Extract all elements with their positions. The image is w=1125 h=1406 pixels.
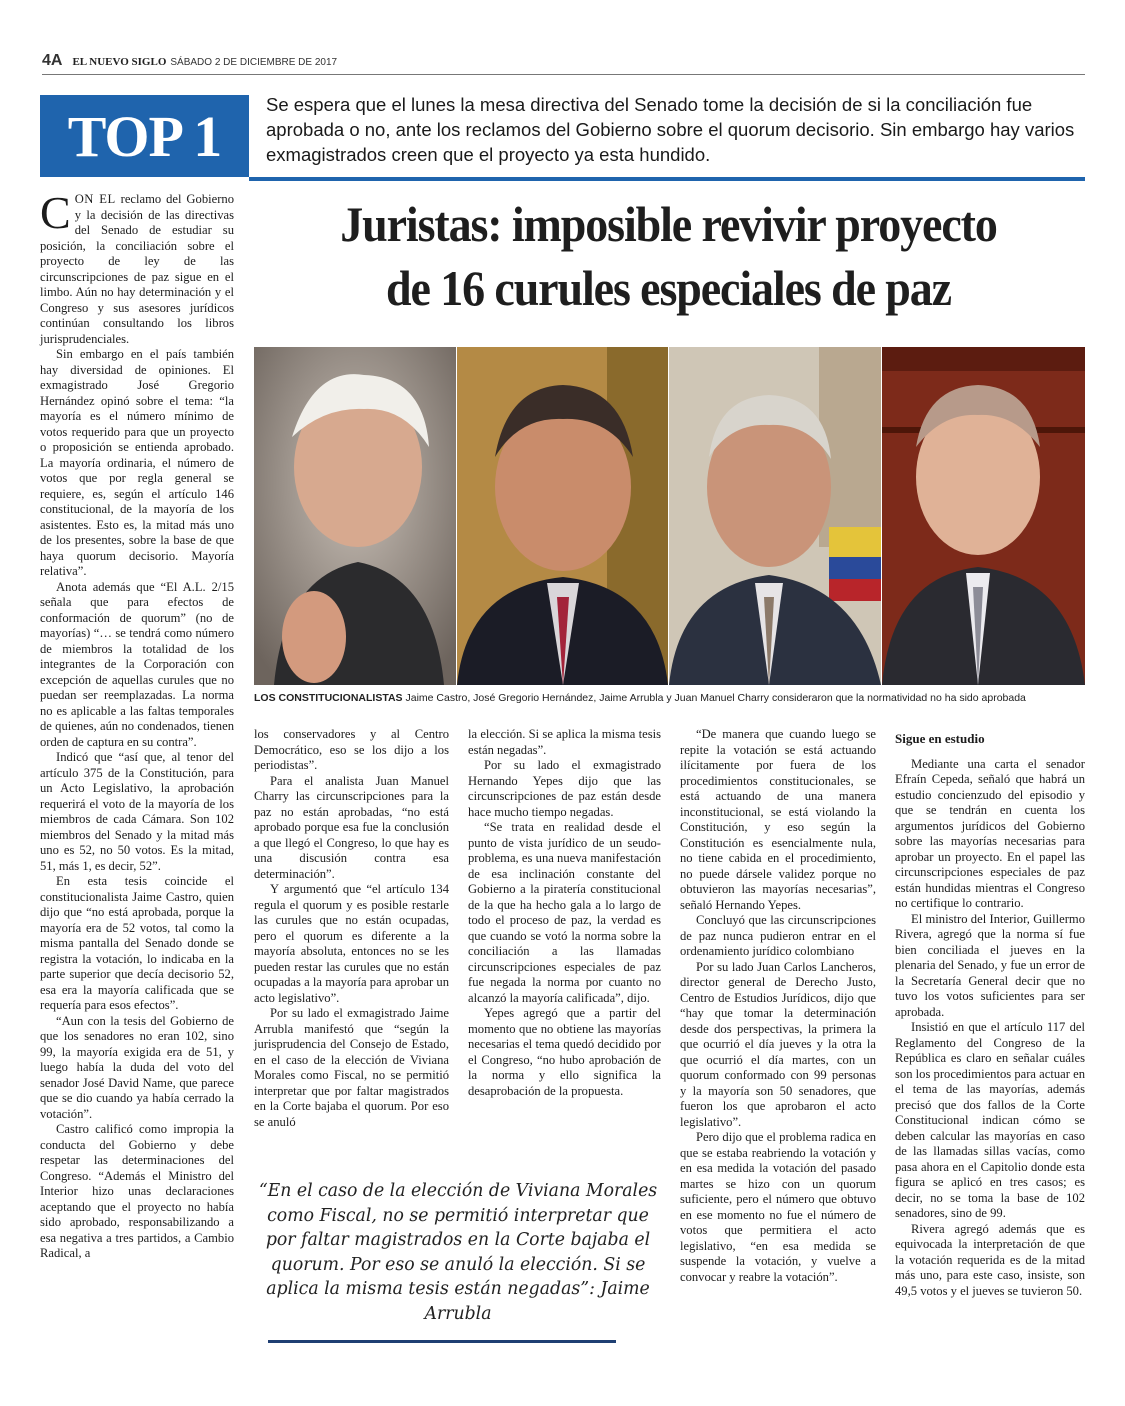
paragraph: Pero dijo que el problema radica en que se estaba reabriendo la votación y en esa medida la votación del pasado martes se hizo con un quorum suficiente, pero el número que obtuvo en ese momento no fue el número de votos que permitiera el acto legislativo, “en esa medida se suspende la votación, y vuelve a convocar y reabre la votación”. xyxy=(680,1130,876,1284)
lead-caps: ON EL xyxy=(74,192,116,206)
article-column-1 xyxy=(40,187,234,1262)
paragraph: Por su lado Juan Carlos Lancheros, director general de Derecho Justo, Centro de Estudios Jurídicos, dijo que “hay que tomar la determinación desde dos perspectivas, la primera la que ocurrió el día jueves y la otra la que ocurrió el día martes, con un quorum conformado con 99 personas y la mayoría son 50 senadores, que fueron los que aprobaron el acto legislativo”. xyxy=(680,959,876,1129)
paragraph: Rivera agregó además que es equivocada la interpretación de que la votación requerida es de la mitad más uno, para este caso, insiste, son 49,5 votos y el jueves se tuvieron 50. xyxy=(895,1221,1085,1298)
paragraph: Para el analista Juan Manuel Charry las circunscripciones para la paz no están aprobadas, “no está aprobado porque esa fue la conclusión a que llegó el Congreso, lo que hay es una discusión contra esa determinación”. xyxy=(254,773,449,881)
paragraph: Sin embargo en el país también hay diversidad de opiniones. El exmagistrado José Gregorio Hernández opinó sobre el tema: “la mayoría es el número mínimo de votos requerido para que un proyecto o proposición se entienda aprobado. La mayoría ordinaria, el número de votos que por regla general se requiere, es, según el artículo 146 constitucional, de la mayoría de los asistentes. Esto es, la mitad más uno de los presentes, sobre la base de que haya quorum decisorio. Mayoría relativa”. xyxy=(40,347,234,578)
photo-jaime-arrubla xyxy=(669,347,881,685)
paragraph: la elección. Si se aplica la misma tesis están negadas”. xyxy=(468,727,661,757)
article-column-5 xyxy=(895,731,1085,1299)
article-column-4 xyxy=(680,727,876,1285)
paragraph: Indicó que “así que, al tenor del artículo 375 de la Constitución, para un Acto Legislativo, la aprobación requerirá el voto de la mayoría de los miembros de cada Cámara. Son 102 miembros del Senado y la mitad más uno es 52, no 50 votos. Es la mitad, 51, más 1, es decir, 52”. xyxy=(40,750,234,873)
drop-cap: C xyxy=(40,187,71,238)
paragraph: Yepes agregó que a partir del momento que no obtiene las mayorías necesarias el tema quedó decidido por el Congreso, “no hubo aprobación de la norma y ello significa la desaprobación de la propuesta. xyxy=(468,1006,661,1098)
paragraph: “De manera que cuando luego se repite la votación se está actuando ilícitamente por fuera de los procedimientos constitucionales, se está actuando de una manera inconstitucional, se está violando la Constitución, y eso según la Constitución es esencialmente nula, no tiene cabida en el procedimiento, no puede dársele validez porque no obtuvieron las mayorías necesarias”, señaló Hernando Yepes. xyxy=(680,727,876,912)
section-badge-label: TOP 1 xyxy=(67,103,222,169)
article-column-2 xyxy=(254,727,449,1130)
paper-name: EL NUEVO SIGLO xyxy=(72,56,167,68)
photo-jose-gregorio-hernandez xyxy=(457,347,668,685)
headline-line-2: de 16 curules especiales de paz xyxy=(386,260,951,316)
paragraph: “Se trata en realidad desde el punto de vista jurídico de un seudo-problema, es una nueva manifestación de esa inclinación constante del Gobierno a la piratería constitucional de la que ha hecho gala a lo largo de todo el proceso de paz, la verdad es que cuando se votó la norma sobre la conciliación a las llamadas circunscripciones especiales de paz fue negada la norma por cuanto no alcanzó la mayoría calificada”, dijo. xyxy=(468,820,661,1005)
paragraph: Anota además que “El A.L. 2/15 señala que para efectos de conformación de quorum” (no de mayorías) “… se tendrá como número de miembros la totalidad de los integrantes de la Corporación con excepción de aquellas curules que no puedan ser reemplazadas. La norma no es aplicable a las faltas temporales de quienes, aún no condenados, tienen orden de captura en su contra”. xyxy=(40,579,234,749)
photo-juan-manuel-charry xyxy=(882,347,1085,685)
paragraph: Por su lado el exmagistrado Hernando Yepes dijo que las circunscripciones de paz están desde hace mucho tiempo negadas. xyxy=(468,758,661,819)
pull-quote-rule xyxy=(268,1340,616,1343)
paragraph: El ministro del Interior, Guillermo Rivera, agregó que la norma sí fue bien conciliada el jueves en la plenaria del Senado, y fue un error de la Secretaría General decir que no tuvo los votos suficientes para ser aprobada. xyxy=(895,911,1085,1019)
paragraph: Castro calificó como impropia la conducta del Gobierno y debe respetar las determinaciones del Congreso. “Además el Ministro del Interior hizo unas declaraciones aceptando que el proyecto no había sido aprobado, responsabilizando a esa negativa a tres partidos, a Cambio Radical, a xyxy=(40,1122,234,1260)
issue-date: SÁBADO 2 DE DICIEMBRE DE 2017 xyxy=(170,57,338,68)
page-number: 4A xyxy=(42,52,63,69)
photo-jaime-castro xyxy=(254,347,456,685)
caption-lead: LOS CONSTITUCIONALISTAS xyxy=(254,692,403,704)
paragraph: “Aun con la tesis del Gobierno de que los senadores no eran 102, sino 99, la mayoría exigida era de 51, y luego había la duda del voto del senador José David Name, que parece que se dio cuando ya había cerrado la votación”. xyxy=(40,1013,234,1121)
paragraph: Y argumentó que “el artículo 134 regula el quorum y es posible restarle las curules que no están ocupadas, pero el quorum es diferente a la mayoría absoluta, entonces no se les pueden restar las curules que no están ocupadas a la mayoría para aprobar un acto legislativo”. xyxy=(254,882,449,1005)
paragraph: Mediante una carta el senador Efraín Cepeda, señaló que habrá un estudio concienzudo del episodio y que se tendrán en cuenta los argumentos jurídicos del Gobierno sobre las mayorías necesarias para aprobar un proyecto. En el papel las circunscripciones especiales de paz están hundidas mientras el Congreso no certifique lo contrario. xyxy=(895,756,1085,910)
paragraph: Insistió en que el artículo 117 del Reglamento del Congreso de la República es claro en señalar cuáles son los procedimientos para actuar en el tema de las mayorías, además precisó que dos fallos de la Corte Constitucional indican cómo se deben calcular las mayorías en caso de las llamadas sillas vacías, como pasa ahora en el Capitolio donde esta figura se aplicó en tres casos; es decir, no se toma la base de 102 senadores, sino de 99. xyxy=(895,1020,1085,1220)
paragraph: En esta tesis coincide el constitucionalista Jaime Castro, quien dijo que “no está aprobada, porque la mayoría era de 52 votos, tal como la misma pantalla del Senado donde se registra la votación, lo indicaba en la parte superior que decía decisorio 52, esa era la mayoría calificada que se requería para esos efectos”. xyxy=(40,874,234,1012)
headline xyxy=(285,192,1051,320)
paragraph: Concluyó que las circunscripciones de paz nunca pudieron entrar en el ordenamiento jurídico colombiano xyxy=(680,913,876,958)
deck-text: Se espera que el lunes la mesa directiva del Senado tome la decisión de si la conciliación fue aprobada o no, ante los reclamos del Gobierno sobre el quorum decisorio. Sin embargo hay varios exmagistrados creen que el proyecto ya esta hundido. xyxy=(266,94,1075,165)
caption-text: Jaime Castro, José Gregorio Hernández, Jaime Arrubla y Juan Manuel Charry consideraron que la normatividad no ha sido aprobada xyxy=(402,692,1026,704)
pull-quote: “En el caso de la elección de Viviana Morales como Fiscal, no se permitió interpretar que por faltar magistrados en la Corte bajaba el quorum. Por eso se anuló la elección. Si se aplica la misma tesis están negadas”: Jaime Arrubla xyxy=(258,1181,658,1324)
lead-paragraph xyxy=(40,187,234,347)
lead-text: reclamo del Gobierno y la decisión de las directivas del Senado de estudiar su posición, la conciliación sobre el proyecto de ley de las circunscripciones de paz sigue en el limbo. Aún no hay determinación y el Congreso y sus asesores jurídicos continúan consultando los libros jurisprudenciales. xyxy=(40,192,234,346)
running-header xyxy=(42,52,1085,75)
photo-caption xyxy=(254,691,1084,705)
paragraph: Por su lado el exmagistrado Jaime Arrubla manifestó que “según la jurisprudencia del Consejo de Estado, en el caso de la elección de Viviana Morales como Fiscal, no se permitió interpretar que por faltar magistrados en la Corte bajaba el quorum. Por eso se anuló xyxy=(254,1006,449,1129)
section-badge xyxy=(40,95,249,177)
subhead: Sigue en estudio xyxy=(895,731,985,746)
headline-line-1: Juristas: imposible revivir proyecto xyxy=(340,196,997,252)
article-column-3 xyxy=(468,727,661,1099)
paragraph: los conservadores y al Centro Democrático, eso se los dijo a los periodistas”. xyxy=(254,727,449,772)
